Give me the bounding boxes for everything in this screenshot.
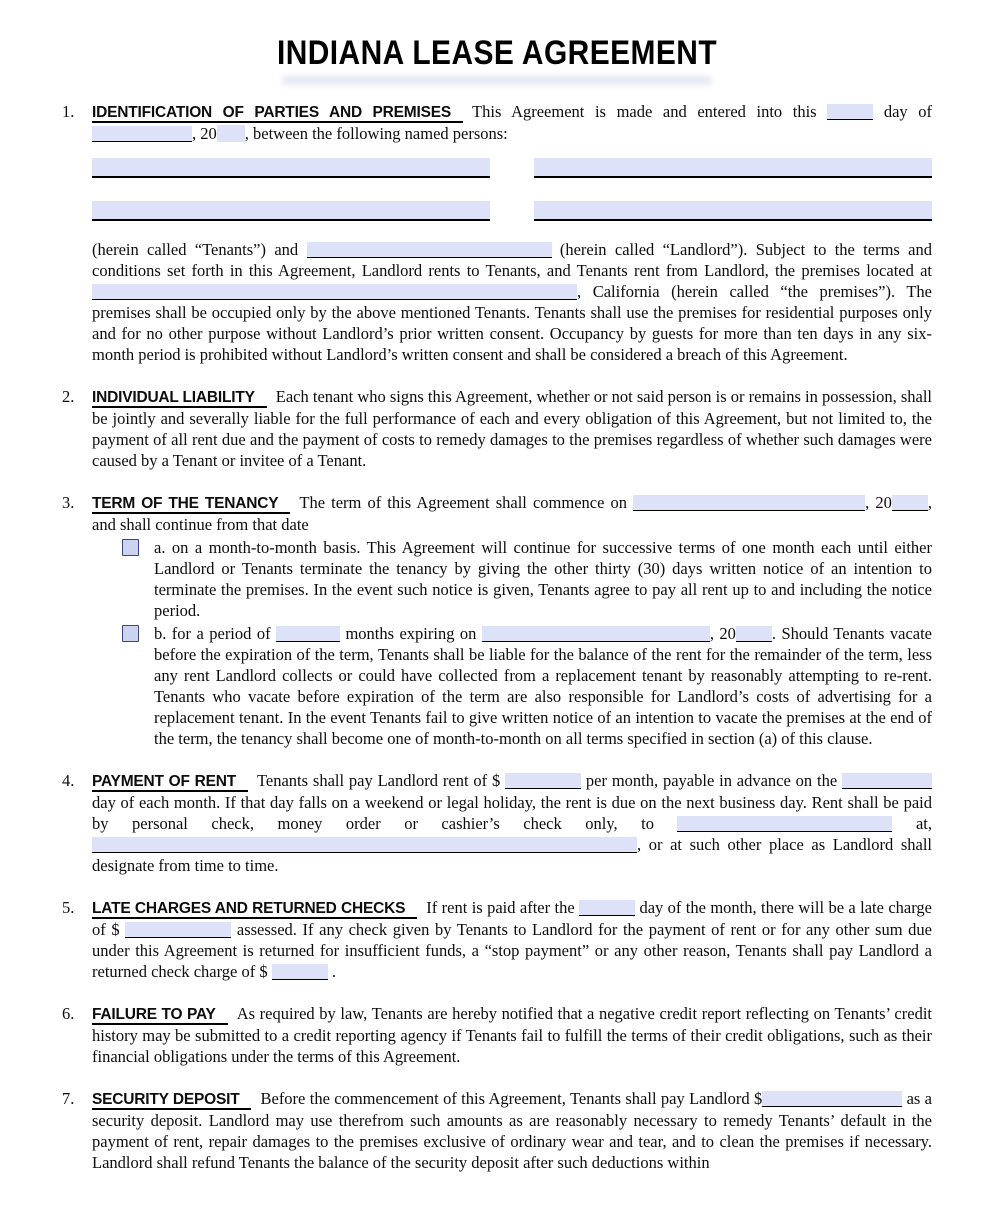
paragraph: INDIVIDUAL LIABILITY Each tenant who signs this Agreement, whether or not said person is or remains in possession, shall be jointly and severally liable for the full performance of each and every obligation of this Agreement, but not limited to, the payment of all rent due and the payment of costs to remedy damages to the premises regardless of whether such damages were caused by a Tenant or invitee of a Tenant. bbox=[92, 387, 933, 470]
section-body bbox=[92, 897, 932, 982]
section-body bbox=[92, 386, 932, 471]
blank-field[interactable] bbox=[125, 922, 231, 938]
blank-field[interactable] bbox=[272, 964, 328, 980]
section-number: 6. bbox=[62, 1004, 75, 1023]
section-heading: PAYMENT OF RENT bbox=[92, 773, 248, 792]
section-6 bbox=[62, 1003, 932, 1067]
blank-field[interactable] bbox=[276, 626, 340, 642]
section-number: 3. bbox=[62, 493, 75, 512]
section-number: 2. bbox=[62, 387, 75, 406]
section-body bbox=[92, 1088, 932, 1173]
section-7 bbox=[62, 1088, 932, 1173]
blank-field[interactable] bbox=[217, 125, 245, 142]
checkbox-item-b bbox=[122, 623, 932, 749]
party-name-field-4[interactable] bbox=[534, 201, 932, 221]
party-name-field-1[interactable] bbox=[92, 158, 490, 178]
blank-field[interactable] bbox=[92, 837, 637, 853]
blurred-artifact bbox=[282, 76, 712, 85]
paragraph: TERM OF THE TENANCY The term of this Agreement shall commence on , 20 , and shall continue from that date bbox=[92, 493, 932, 534]
section-body bbox=[92, 492, 932, 749]
section-number: 7. bbox=[62, 1089, 75, 1108]
section-heading: SECURITY DEPOSIT bbox=[92, 1091, 251, 1110]
paragraph: IDENTIFICATION OF PARTIES AND PREMISES This Agreement is made and entered into this day of , 20 , between the following named persons: bbox=[92, 102, 932, 143]
blank-field[interactable] bbox=[762, 1091, 902, 1107]
section-number: 1. bbox=[62, 102, 75, 121]
section-heading: FAILURE TO PAY bbox=[92, 1006, 228, 1025]
checkbox-option-a[interactable] bbox=[122, 539, 139, 556]
blank-field[interactable] bbox=[482, 626, 710, 642]
sections bbox=[62, 101, 932, 1173]
paragraph: a. on a month-to-month basis. This Agreement will continue for successive terms of one month each until either Landlord or Tenants terminate the tenancy by giving the other thirty (30) days written notice of an intention to terminate the premises. In the event such notice is given, Tenants agree to pay all rent up to and including the notice period. bbox=[154, 538, 932, 620]
blank-field[interactable] bbox=[579, 900, 635, 916]
paragraph: PAYMENT OF RENT Tenants shall pay Landlord rent of $ per month, payable in advance on the day of each month. If that day falls on a weekend or legal holiday, the rent is due on the next business day. Rent shall be paid by personal check, money order or cashier’s check only, to at, , or at such other place as Landlord shall designate from time to time. bbox=[92, 771, 932, 875]
party-name-field-2[interactable] bbox=[534, 158, 932, 178]
blank-field[interactable] bbox=[892, 495, 928, 511]
checkbox-option-b[interactable] bbox=[122, 625, 139, 642]
section-4 bbox=[62, 770, 932, 876]
blank-field[interactable] bbox=[677, 816, 892, 832]
blank-field[interactable] bbox=[633, 495, 865, 511]
document-title: INDIANA LEASE AGREEMENT bbox=[276, 34, 718, 72]
section-body bbox=[92, 101, 932, 365]
blank-field[interactable] bbox=[92, 284, 577, 300]
section-number: 5. bbox=[62, 898, 75, 917]
party-name-field-3[interactable] bbox=[92, 201, 490, 221]
section-body bbox=[92, 770, 932, 876]
section-number: 4. bbox=[62, 771, 75, 790]
blank-field[interactable] bbox=[92, 126, 192, 142]
paragraph: SECURITY DEPOSIT Before the commencement of this Agreement, Tenants shall pay Landlord $ as a security deposit. Landlord may use therefrom such amounts as are reasonably necessary to remedy Tenants’ default in the payment of rent, repair damages to the premises exclusive of ordinary wear and tear, and to clean the premises if necessary. Landlord shall refund Tenants the balance of the security deposit after such deductions within bbox=[92, 1089, 932, 1172]
section-heading: IDENTIFICATION OF PARTIES AND PREMISES bbox=[92, 104, 463, 123]
section-3 bbox=[62, 492, 932, 749]
section-2 bbox=[62, 386, 932, 471]
section-5 bbox=[62, 897, 932, 982]
paragraph: LATE CHARGES AND RETURNED CHECKS If rent is paid after the day of the month, there will be a late charge of $ assessed. If any check given by Tenants to Landlord for the payment of rent or for any other sum due under this Agreement is returned for insufficient funds, a “stop payment” or any other reason, Tenants shall pay Landlord a returned check charge of $ . bbox=[92, 898, 932, 981]
blank-field[interactable] bbox=[505, 773, 581, 789]
checkbox-item-a bbox=[122, 537, 932, 621]
blank-field[interactable] bbox=[736, 626, 772, 642]
section-1 bbox=[62, 101, 932, 365]
blank-field[interactable] bbox=[842, 773, 932, 789]
section-heading: LATE CHARGES AND RETURNED CHECKS bbox=[92, 900, 417, 919]
blank-field[interactable] bbox=[307, 242, 552, 258]
paragraph: b. for a period of months expiring on , 20 . Should Tenants vacate before the expiration of the term, Tenants shall be liable for the balance of the rent for the remainder of the term, less any rent Landlord collects or could have collected from a replacement tenant by reasonably attempting to re-rent. Tenants who vacate before expiration of the term are also responsible for Landlord’s costs of advertising for a replacement tenant. In the event Tenants fail to give written notice of an intention to vacate the premises at the end of the term, the tenancy shall become one of month-to-month on all terms specified in section (a) of this clause. bbox=[154, 624, 933, 748]
section-heading: INDIVIDUAL LIABILITY bbox=[92, 389, 267, 408]
paragraph: FAILURE TO PAY As required by law, Tenants are hereby notified that a negative credit report reflecting on Tenants’ credit history may be submitted to a credit reporting agency if Tenants fail to fulfill the terms of their credit obligations, such as their financial obligations under the terms of this Agreement. bbox=[92, 1004, 932, 1066]
party-name-fields bbox=[92, 158, 932, 221]
section-heading: TERM OF THE TENANCY bbox=[92, 495, 290, 514]
paragraph: (herein called “Tenants”) and (herein called “Landlord”). Subject to the terms and conditions set forth in this Agreement, Landlord rents to Tenants, and Tenants rent from Landlord, the premises located at , California (herein called “the premises”). The premises shall be occupied only by the above mentioned Tenants. Tenants shall use the premises for residential purposes only and for no other purpose without Landlord’s prior written consent. Occupancy by guests for more than ten days in any six-month period is prohibited without Landlord’s written consent and shall be considered a breach of this Agreement. bbox=[92, 240, 932, 364]
blank-field[interactable] bbox=[827, 104, 873, 120]
section-body bbox=[92, 1003, 932, 1067]
